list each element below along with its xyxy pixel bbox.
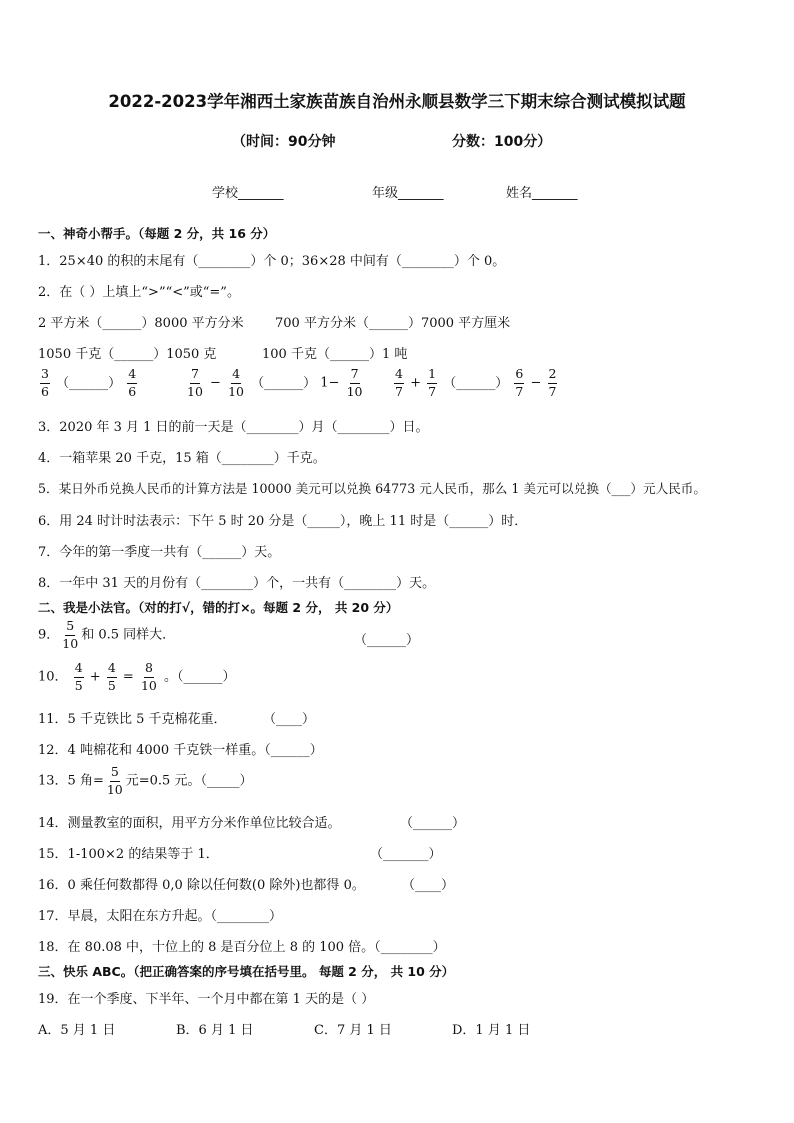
- fraction: $\frac{4}{5}$: [74, 660, 83, 693]
- question-4: 4．一箱苹果 20 千克，15 箱（________）千克。: [38, 451, 326, 466]
- one-minus: 1−: [320, 375, 340, 391]
- question-5: 5．某日外币兑换人民币的计算方法是 10000 美元可以兑换 64773 元人民币，那么 1 美元可以兑换（___）元人民币。: [38, 481, 706, 496]
- question-1: 1．25×40 的积的末尾有（________）个 0；36×28 中间有（________）个 0。: [38, 254, 506, 269]
- fraction: $\frac{6}{7}$: [515, 366, 524, 399]
- plus-sign: +: [410, 375, 421, 391]
- exam-time: （时间：90分钟: [232, 134, 336, 150]
- question-18: 18．在 80.08 中，十位上的 8 是百分位上 8 的 100 倍。（________）: [38, 940, 446, 955]
- page-title: 2022-2023学年湘西土家族苗族自治州永顺县数学三下期末综合测试模拟试题: [108, 92, 686, 111]
- question-2: 2．在（ ）上填上“>”“<”或“=”。: [38, 285, 240, 300]
- fraction: $\frac{1}{7}$: [428, 366, 437, 399]
- question-2-fraction-row-3: [392, 368, 559, 398]
- question-15: 15．1-100×2 的结果等于 1．: [38, 847, 219, 862]
- answer-blank[interactable]: （______）: [443, 375, 509, 391]
- question-11-blank[interactable]: （____）: [263, 712, 316, 727]
- question-19: 19．在一个季度、下半年、一个月中都在第 1 天的是（ ）: [38, 992, 375, 1007]
- section-3-heading: 三、快乐 ABC。（把正确答案的序号填在括号里。 每题 2 分， 共 10 分）: [38, 964, 455, 979]
- answer-blank[interactable]: （______）: [251, 375, 317, 391]
- exam-score: 分数：100分）: [452, 134, 552, 150]
- question-17: 17．早晨，太阳在东方升起。（________）: [38, 909, 283, 924]
- question-13: 13．5 角= $\frac{5}{10}$ 元=0.5 元。（_____）: [38, 764, 253, 797]
- grade-field: 年级_______: [372, 186, 444, 201]
- school-field: 学校_______: [212, 186, 284, 201]
- question-14-blank[interactable]: （______）: [400, 816, 466, 831]
- fraction: $\frac{3}{6}$: [41, 366, 49, 399]
- question-2-item-b: 700 平方分米（______）7000 平方厘米: [275, 316, 511, 331]
- question-11: 11．5 千克铁比 5 千克棉花重．: [38, 712, 227, 727]
- fraction: $\frac{4}{7}$: [395, 366, 403, 399]
- question-19-option-c[interactable]: C．7 月 1 日: [314, 1023, 392, 1038]
- question-2-item-c: 1050 千克（______）1050 克: [38, 347, 217, 362]
- section-2-heading: 二、我是小法官。（对的打√，错的打×。每题 2 分， 共 20 分）: [38, 600, 399, 615]
- question-19-option-b[interactable]: B．6 月 1 日: [176, 1023, 254, 1038]
- fraction: $\frac{5}{10}$: [106, 764, 123, 797]
- question-15-blank[interactable]: （_______）: [370, 847, 442, 862]
- question-16: 16．0 乘任何数都得 0,0 除以任何数(0 除外)也都得 0。: [38, 878, 365, 893]
- fraction: $\frac{8}{10}$: [140, 660, 157, 693]
- fraction: $\frac{4}{10}$: [228, 366, 244, 399]
- question-9: 9． $\frac{5}{10}$ 和 0.5 同样大．: [38, 618, 176, 651]
- question-19-option-d[interactable]: D．1 月 1 日: [452, 1023, 531, 1038]
- fraction: $\frac{2}{7}$: [548, 366, 557, 399]
- question-19-option-a[interactable]: A．5 月 1 日: [38, 1023, 116, 1038]
- question-12: 12．4 吨棉花和 4000 千克铁一样重。（______）: [38, 743, 323, 758]
- question-2-fraction-row-2: [184, 368, 366, 398]
- fraction: $\frac{4}{6}$: [128, 366, 137, 399]
- question-2-item-a: 2 平方米（______）8000 平方分米: [38, 316, 244, 331]
- question-10: 10． $\frac{4}{5}$ + $\frac{4}{5}$ = $\frac{8}{10}$ 。（______）: [38, 660, 236, 693]
- question-8: 8．一年中 31 天的月份有（________）个，一共有（________）天。: [38, 576, 436, 591]
- fraction: $\frac{4}{5}$: [107, 660, 116, 693]
- minus-sign: −: [210, 375, 221, 391]
- fraction: $\frac{7}{10}$: [346, 366, 363, 399]
- minus-sign: −: [530, 375, 542, 391]
- answer-blank[interactable]: （______）: [56, 375, 122, 391]
- name-field: 姓名_______: [506, 186, 578, 201]
- question-16-blank[interactable]: （____）: [402, 878, 455, 893]
- question-2-fraction-row-1: [38, 368, 139, 398]
- question-9-blank[interactable]: （______）: [354, 633, 420, 648]
- question-2-item-d: 100 千克（______）1 吨: [262, 347, 408, 362]
- question-6: 6．用 24 时计时法表示：下午 5 时 20 分是（_____），晚上 11 时是（______）时．: [38, 514, 528, 529]
- fraction: $\frac{5}{10}$: [62, 618, 79, 651]
- question-7: 7．今年的第一季度一共有（______）天。: [38, 545, 281, 560]
- section-1-heading: 一、神奇小帮手。（每题 2 分，共 16 分）: [38, 226, 276, 241]
- fraction: $\frac{7}{10}$: [187, 366, 203, 399]
- question-14: 14．测量教室的面积，用平方分米作单位比较合适。: [38, 816, 341, 831]
- question-3: 3．2020 年 3 月 1 日的前一天是（________）月（________）日。: [38, 420, 429, 435]
